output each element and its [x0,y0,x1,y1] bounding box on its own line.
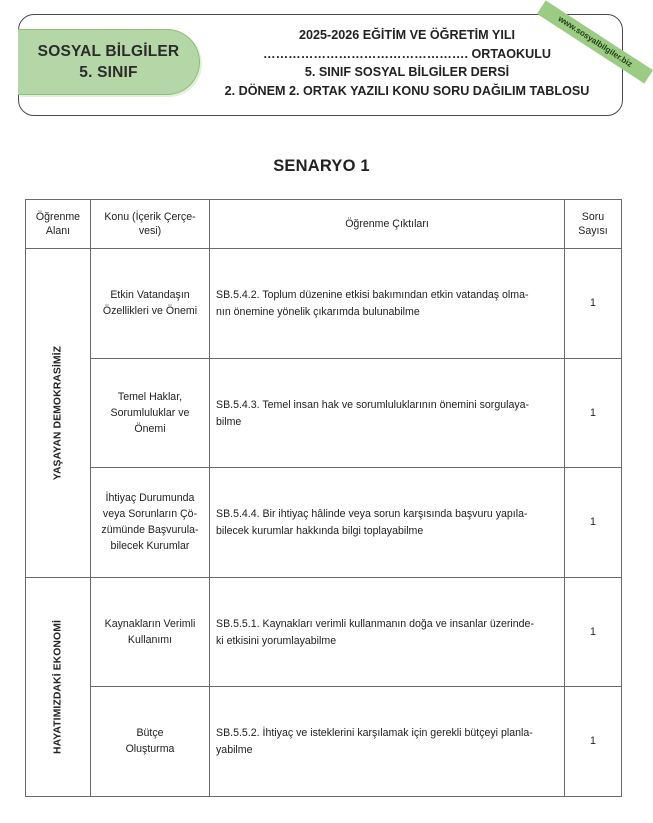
table-title: 2. DÖNEM 2. ORTAK YAZILI KONU SORU DAĞILIM TABLOSU [224,83,590,98]
school-year: 2025-2026 EĞİTİM VE ÖĞRETİM YILI [298,28,516,42]
outcome-cell: SB.5.4.4. Bir ihtiyaç hâlinde veya sorun karşısında başvuru yapıla- bilecek kurumlar hakkında bilgi toplayabilme [210,468,565,578]
question-count-cell: 1 [565,358,622,468]
table-row [26,358,622,468]
learning-area-label: YAŞAYAN DEMOKRASİMİZ [52,345,64,480]
topic-cell: İhtiyaç Durumunda veya Sorunların Çö- zümünde Başvurula- bilecek Kurumlar [91,468,210,578]
header-learning-outcomes: Öğrenme Çıktıları [210,200,565,249]
header-learning-area: Öğrenme Alanı [26,200,91,249]
outcome-cell: SB.5.4.2. Toplum düzenine etkisi bakımından etkin vatandaş olma- nın önemine yönelik çıkarımda bulunabilme [210,249,565,359]
learning-area-cell [26,249,91,578]
learning-area-cell [26,577,91,796]
question-count-cell: 1 [565,468,622,578]
subject-badge [18,29,200,95]
topic-cell: Etkin Vatandaşın Özellikleri ve Önemi [91,249,210,359]
topic-cell: Kaynakların Verimli Kullanımı [91,577,210,687]
header-question-count: Soru Sayısı [565,200,622,249]
distribution-table [25,199,622,797]
question-count-cell: 1 [565,249,622,359]
subject-title: SOSYAL BİLGİLER [37,43,180,60]
table-header-row [26,200,622,249]
question-count-cell: 1 [565,577,622,687]
corner-ribbon [527,14,635,77]
question-count-cell: 1 [565,687,622,797]
header-topic: Konu (İçerik Çerçe- vesi) [91,200,210,249]
school-name: …………………………………………. ORTAOKULU [262,46,551,61]
table-row [26,468,622,578]
website-ribbon-text: www.sosyalbilgiler.biz [537,0,653,83]
course-name: 5. SINIF SOSYAL BİLGİLER DERSİ [304,65,510,80]
grade-label: 5. SINIF [79,64,138,81]
topic-cell: Temel Haklar, Sorumluluklar ve Önemi [91,358,210,468]
learning-area-label: HAYATIMIZDAKİ EKONOMİ [52,619,64,754]
table-row [26,687,622,797]
outcome-cell: SB.5.5.1. Kaynakları verimli kullanmanın doğa ve insanlar üzerinde- ki etkisini yorumlayabilme [210,577,565,687]
table-row [26,249,622,359]
table-row [26,577,622,687]
scenario-title: SENARYO 1 [273,157,370,175]
outcome-cell: SB.5.4.3. Temel insan hak ve sorumluluklarının önemini sorgulaya- bilme [210,358,565,468]
topic-cell: Bütçe Oluşturma [91,687,210,797]
outcome-cell: SB.5.5.2. İhtiyaç ve isteklerini karşılamak için gerekli bütçeyi planla- yabilme [210,687,565,797]
